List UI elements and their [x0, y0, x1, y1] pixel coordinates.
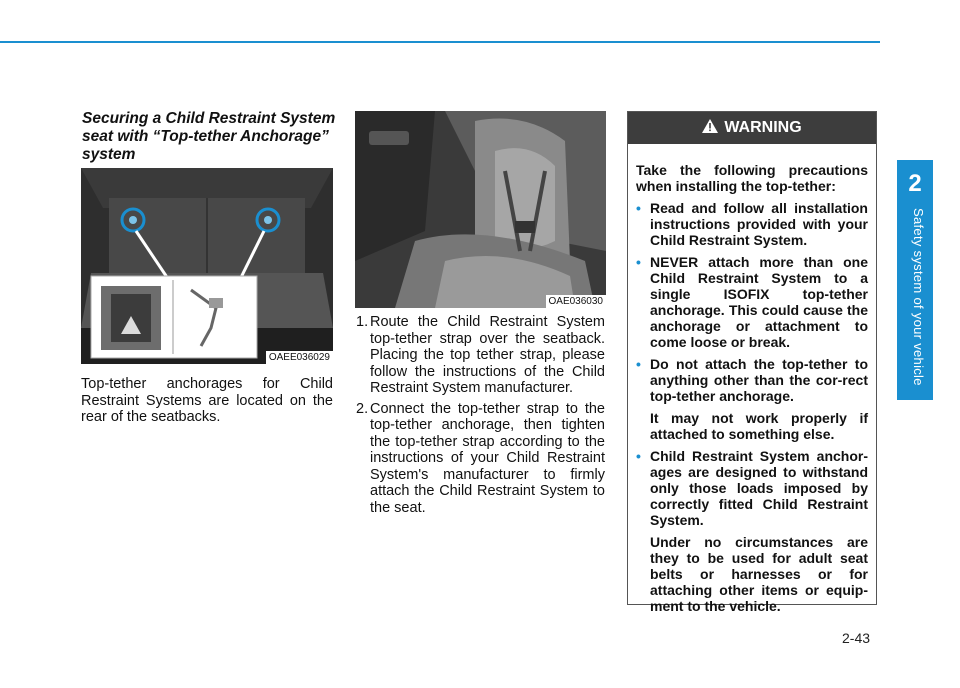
- warning-list: [636, 200, 868, 614]
- cargo-anchorage-figure: [81, 168, 333, 364]
- warning-item-extra: It may not work properly if attached to something else.: [650, 410, 868, 442]
- chapter-title: Safety system of your vehicle: [911, 208, 926, 386]
- chapter-tab: [897, 160, 933, 400]
- step-number: 2.: [356, 400, 369, 417]
- warning-label: WARNING: [724, 119, 802, 136]
- header-rule: [0, 41, 880, 43]
- list-item: [636, 448, 868, 614]
- chapter-number: 2: [908, 170, 922, 197]
- warning-icon: [702, 119, 718, 138]
- cargo-area-anchorage-illustration: [81, 168, 333, 364]
- body-text: Top-tether anchorages for Child Restraint Systems are located on the rear of the seatbacks.: [81, 376, 333, 425]
- bullet-icon: •: [636, 200, 641, 216]
- list-item: [356, 314, 605, 397]
- page-number: 2-43: [842, 630, 871, 646]
- warning-body: [628, 144, 876, 614]
- warning-item-text: Read and follow all installation instructions provided with your Child Restraint System.: [650, 200, 868, 248]
- warning-item-text: NEVER attach more than one Child Restraint System to a single ISOFIX top-tether anchorage. This could cause the anchorage or attachment to come loose or break.: [650, 254, 868, 350]
- warning-item-text: Do not attach the top-tether to anything other than the cor-rect top-tether anchorage.: [650, 356, 868, 404]
- bullet-icon: •: [636, 448, 641, 464]
- figure-code: OAE036030: [546, 295, 607, 308]
- step-text: Route the Child Restraint System top-tether strap over the seatback. Placing the top tether strap, please follow the instructions of the Child Restraint System manufacturer.: [370, 314, 605, 396]
- bullet-icon: •: [636, 356, 641, 372]
- step-text: Connect the top-tether strap to the top-tether anchorage, then tighten the top-tether strap according to the instructions of your Child Restraint System's manufacturer to firmly attach the Child Restraint System to the seat.: [370, 400, 605, 516]
- step-number: 1.: [356, 314, 369, 330]
- bullet-icon: •: [636, 254, 641, 270]
- list-item: [356, 401, 605, 517]
- warning-header: [628, 112, 876, 144]
- warning-intro: Take the following precautions when installing the top-tether:: [636, 162, 868, 194]
- child-seat-illustration: [355, 111, 606, 308]
- warning-item-text: Child Restraint System anchor-ages are designed to withstand only those loads imposed by correctly fitted Child Restraint System.: [650, 448, 868, 528]
- list-item: [636, 356, 868, 442]
- list-item: [636, 200, 868, 248]
- instruction-steps: [356, 314, 605, 520]
- child-seat-figure: [355, 111, 606, 308]
- section-title: Securing a Child Restraint System seat with “Top-tether Anchorage” system: [82, 110, 336, 163]
- warning-box: [627, 111, 877, 614]
- warning-item-extra: Under no circumstances are they to be used for adult seat belts or harnesses or for attaching other items or equip-ment to the vehicle.: [650, 534, 868, 614]
- figure-code: OAEE036029: [266, 351, 333, 364]
- list-item: [636, 254, 868, 350]
